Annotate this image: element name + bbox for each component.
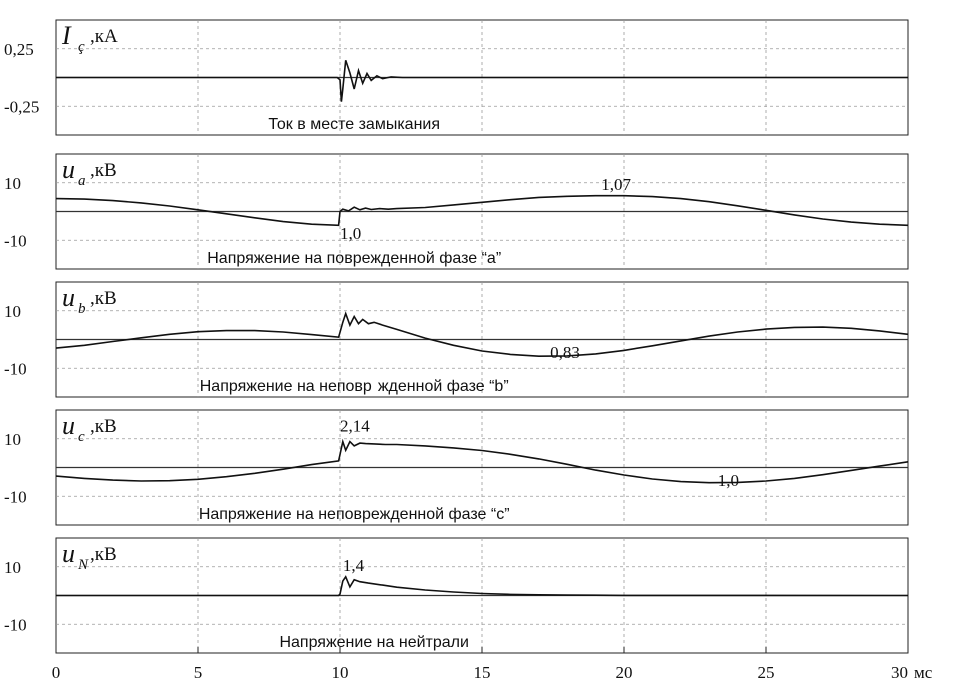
x-axis <box>52 647 933 682</box>
x-axis-unit: мс <box>914 663 933 682</box>
y-tick-label: -10 <box>4 615 27 635</box>
panel-ic <box>4 20 908 135</box>
panel-ua <box>4 154 908 269</box>
panel-uc <box>4 410 908 525</box>
panel-caption: Напряжение на поврежденной фазе “а” <box>207 250 502 267</box>
x-tick-label: 0 <box>51 663 61 682</box>
panel-ub <box>4 282 908 397</box>
y-axis-subscript: a <box>78 173 86 189</box>
y-axis-subscript: N <box>78 557 89 573</box>
x-tick-label: 20 <box>615 663 633 682</box>
y-axis-subscript: c <box>78 429 85 445</box>
y-tick-label: 0,25 <box>4 39 34 59</box>
y-tick-label: 10 <box>4 429 21 449</box>
y-axis-unit: ,кВ <box>90 160 117 181</box>
panel-caption-part: Напряжение на неповр <box>199 378 372 395</box>
panel-un <box>4 538 908 653</box>
y-axis-unit: ,кВ <box>90 544 117 565</box>
y-axis-unit: ,кВ <box>90 416 117 437</box>
y-axis-subscript: b <box>78 301 86 317</box>
value-annotation: 0,83 <box>550 343 580 363</box>
y-axis-symbol: u <box>62 283 75 312</box>
panel-caption: Ток в месте замыкания <box>268 116 441 133</box>
y-tick-label: -10 <box>4 359 27 379</box>
y-tick-label: 10 <box>4 301 21 321</box>
value-annotation: 2,14 <box>340 416 370 436</box>
x-tick-label: 10 <box>331 663 349 682</box>
y-axis-symbol: u <box>62 411 75 440</box>
y-tick-label: -10 <box>4 231 27 251</box>
x-tick-label: 25 <box>757 663 775 682</box>
x-tick-label: 15 <box>473 663 491 682</box>
y-tick-label: 10 <box>4 557 21 577</box>
panel-caption <box>200 378 509 395</box>
x-tick-label: 5 <box>193 663 203 682</box>
panel-caption-part: жденной фазе “b” <box>377 378 509 395</box>
y-axis-symbol: u <box>62 539 75 568</box>
y-axis-unit: ,кА <box>90 26 118 47</box>
panel-caption: Напряжение на нейтрали <box>279 634 469 651</box>
value-annotation: 1,4 <box>342 556 365 576</box>
value-annotation: 1,0 <box>340 223 362 243</box>
value-annotation: 1,0 <box>717 471 739 491</box>
y-axis-symbol: u <box>62 155 75 184</box>
panel-caption: Напряжение на неповрежденной фазе “с” <box>198 506 510 523</box>
y-tick-label: 10 <box>4 173 21 193</box>
y-axis-unit: ,кВ <box>90 288 117 309</box>
y-axis-symbol: I <box>62 21 71 50</box>
y-tick-label: -0,25 <box>4 97 40 117</box>
y-tick-label: -10 <box>4 487 27 507</box>
y-axis-subscript: ç <box>78 39 85 55</box>
value-annotation: 1,07 <box>601 174 632 194</box>
x-tick-label: 30 <box>891 663 908 682</box>
